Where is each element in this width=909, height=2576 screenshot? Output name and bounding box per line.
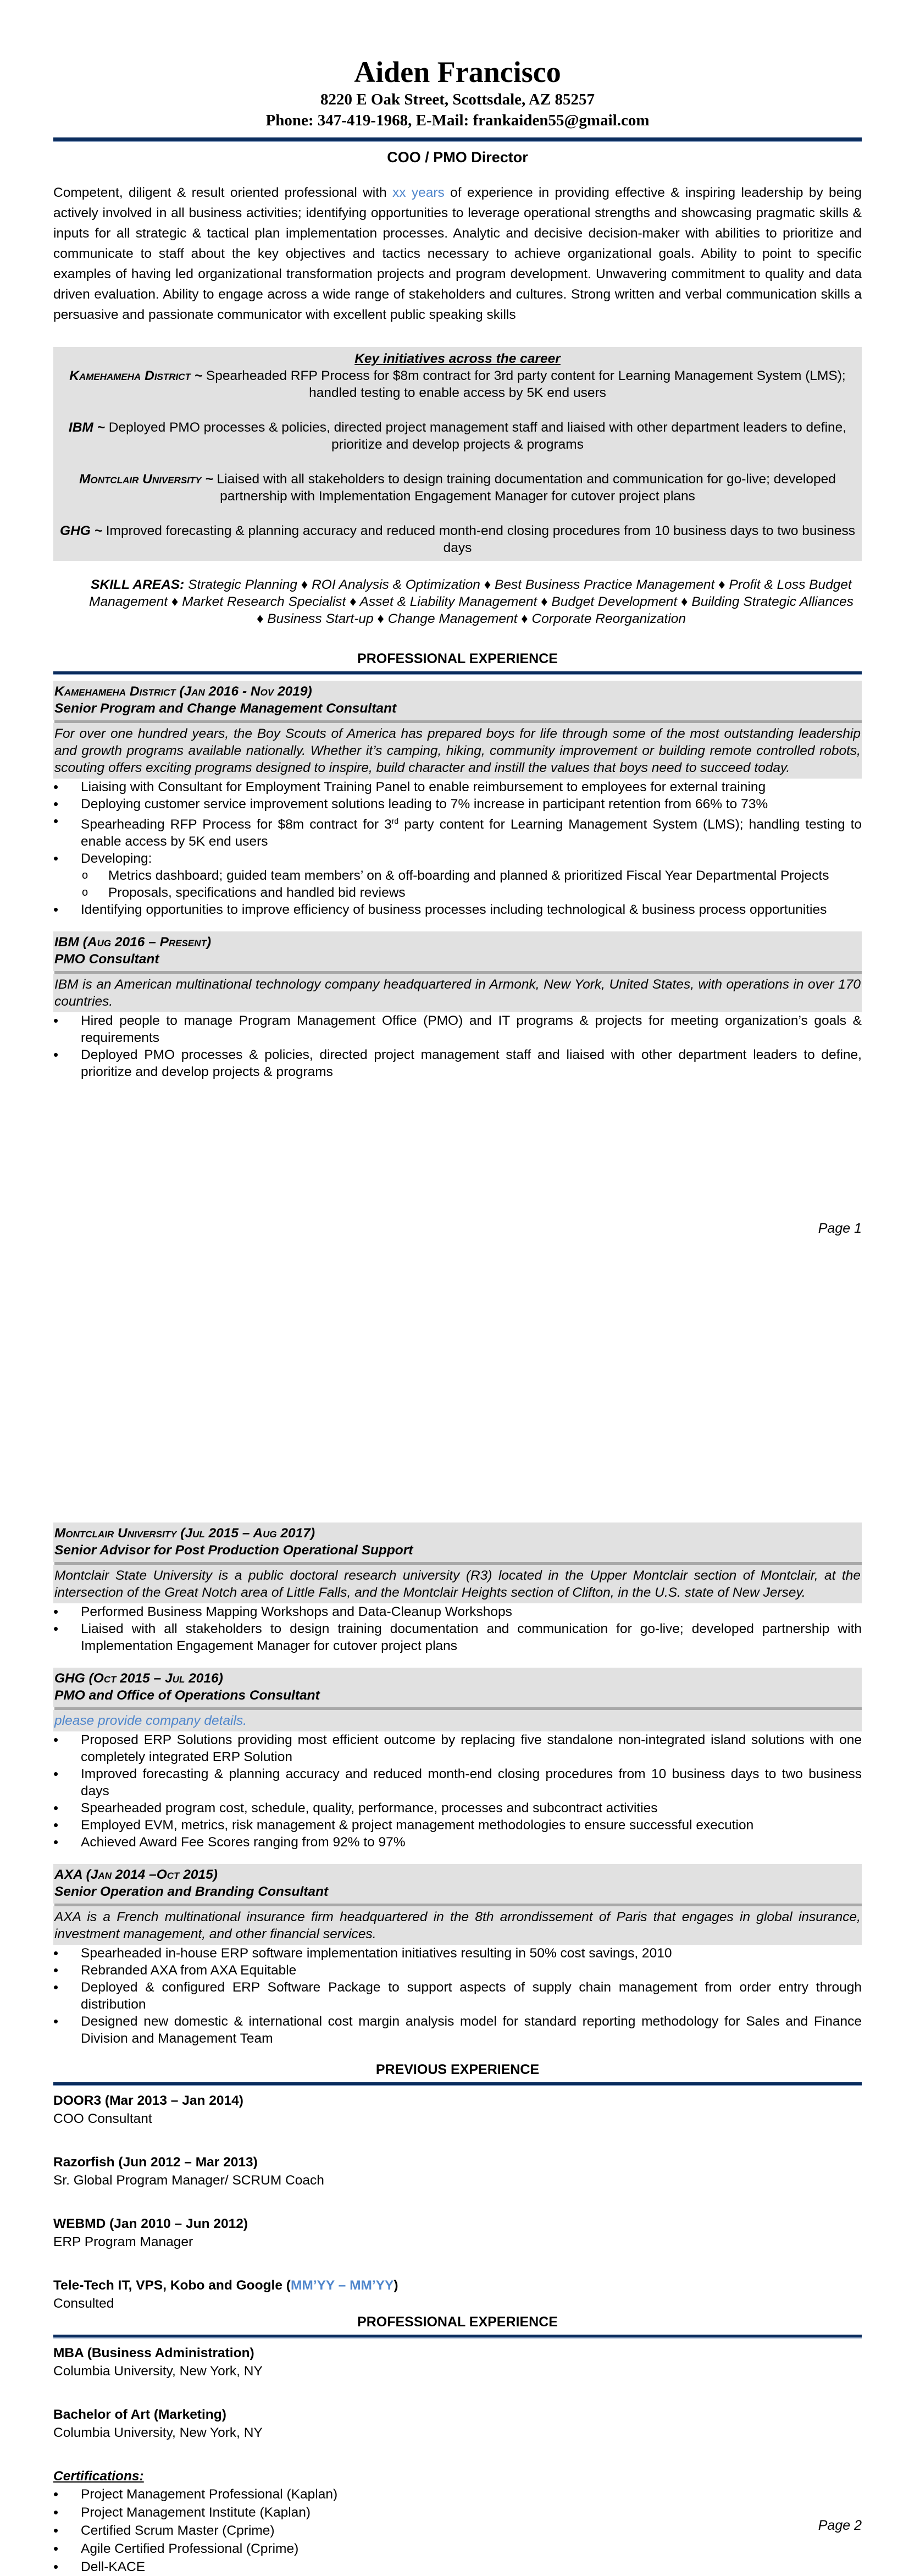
previous-job-role: Consulted <box>53 2296 114 2311</box>
bullet-item: • Improved forecasting & planning accuracy and reduced month-end closing procedures from 10 business days to two business days <box>53 1766 862 1800</box>
previous-job-role: ERP Program Manager <box>53 2235 193 2249</box>
job-header <box>53 1864 862 1904</box>
job-title: Senior Operation and Branding Consultant <box>54 1884 329 1899</box>
skill-areas <box>53 576 862 627</box>
certification-item: • Certified Scrum Master (Cprime) <box>53 2522 862 2540</box>
job-dates: (Aug 2016 – Present) <box>79 935 212 950</box>
job-bullets <box>53 1012 862 1080</box>
bullet-item: • Employed EVM, metrics, risk management & project management methodologies to ensure successful execution <box>53 1817 862 1834</box>
job-dates: (Jan 2016 - Nov 2019) <box>175 684 312 699</box>
education-entry <box>53 2344 862 2380</box>
education-entry <box>53 2406 862 2442</box>
job-dates: (Oct 2015 – Jul 2016) <box>85 1671 223 1686</box>
job-dates: (Jan 2014 –Oct 2015) <box>82 1867 218 1882</box>
school: Columbia University, New York, NY <box>53 2364 263 2379</box>
company-description: For over one hundred years, the Boy Scouts of America has prepared boys for life through some of the most outstanding leadership and growth programs available nationally. Whether it’s camping, hiking, community improvement or building remote controlled robots, scouting offers exciting programs designed to inspire, build character and instill the values that boys need to succeed today. <box>53 723 862 779</box>
previous-job-role: Sr. Global Program Manager/ SCRUM Coach <box>53 2173 324 2188</box>
degree: Bachelor of Art (Marketing) <box>53 2407 226 2422</box>
bullet-item <box>53 850 862 901</box>
job-header <box>53 1668 862 1707</box>
bullet-item: • Rebranded AXA from AXA Equitable <box>53 1962 862 1979</box>
previous-job-title <box>53 2276 862 2294</box>
certification-item: • Agile Certified Professional (Cprime) <box>53 2540 862 2558</box>
section-heading-previous-experience: PREVIOUS EXPERIENCE <box>375 2062 540 2077</box>
header-divider <box>53 137 862 142</box>
bullet-item: • Liaised with all stakeholders to design training documentation and communication for go-live; developed partnership with Implementation Engagement Manager for cutover project plans <box>53 1620 862 1654</box>
section-divider <box>53 2335 862 2338</box>
job-title: PMO and Office of Operations Consultant <box>54 1688 320 1703</box>
section-heading-professional-experience: PROFESSIONAL EXPERIENCE <box>357 651 558 666</box>
summary-text: Competent, diligent & result oriented professional with <box>53 185 393 200</box>
bullet-item: • Identifying opportunities to improve efficiency of business processes including technological & business process opportunities <box>53 901 862 918</box>
bullet-item: • Deploying customer service improvement solutions leading to 7% increase in participant retention from 66% to 73% <box>53 796 862 813</box>
job-company: Montclair University <box>54 1526 177 1541</box>
page-number: Page 2 <box>818 2518 862 2533</box>
job-entry <box>53 1523 862 1654</box>
candidate-name: Aiden Francisco <box>354 56 561 89</box>
job-company: AXA <box>54 1867 82 1882</box>
job-title: Senior Advisor for Post Production Operational Support <box>54 1543 413 1558</box>
previous-job <box>53 2215 862 2251</box>
key-initiatives-title: Key initiatives across the career <box>354 351 561 366</box>
job-entry <box>53 681 862 918</box>
degree: MBA (Business Administration) <box>53 2346 254 2360</box>
bullet-item: • Deployed & configured ERP Software Package to support aspects of supply chain management from order entry through distribution <box>53 1979 862 2013</box>
sub-bullet-item: o Metrics dashboard; guided team members’ on & off-boarding and planned & prioritized Fiscal Year Departmental Projects <box>81 867 862 884</box>
section-divider <box>53 671 862 675</box>
page-2 <box>0 1286 909 2572</box>
job-title: Senior Program and Change Management Consultant <box>54 701 397 716</box>
page-1 <box>0 0 909 1286</box>
job-company: Kamehameha District <box>54 684 176 699</box>
certification-item: • Project Management Institute (Kaplan) <box>53 2503 862 2522</box>
job-dates: (Jul 2015 – Aug 2017) <box>176 1526 315 1541</box>
job-title: PMO Consultant <box>54 952 159 967</box>
skills-label: SKILL AREAS: <box>91 577 185 592</box>
skills-list: Strategic Planning ♦ ROI Analysis & Optimization ♦ Best Business Practice Management ♦ Profit & Loss Budget Management ♦ Market Research Specialist ♦ Asset & Liability Management ♦ Budget Development ♦ Building Strategic Alliances ♦ Business Start-up ♦ Change Management ♦ Corporate Reorganization <box>89 577 853 626</box>
company-description-placeholder: please provide company details. <box>53 1710 862 1731</box>
bullet-item: • Achieved Award Fee Scores ranging from 92% to 97% <box>53 1834 862 1851</box>
initiative-company: IBM ~ <box>68 420 105 435</box>
page-number: Page 1 <box>818 1221 862 1236</box>
summary-paragraph <box>53 183 862 325</box>
job-bullets <box>53 1731 862 1851</box>
sub-bullet-item: o Proposals, specifications and handled bid reviews <box>81 884 862 901</box>
initiative-text: Spearheaded RFP Process for $8m contract for 3rd party content for Learning Management System (LMS); handled testing to enable access by 5K end users <box>202 368 846 400</box>
initiative-company: Kamehameha District ~ <box>69 368 203 383</box>
key-initiative <box>57 419 858 453</box>
bullet-text: Developing: <box>81 851 152 867</box>
job-header <box>53 1523 862 1562</box>
initiative-text: Improved forecasting & planning accuracy and reduced month-end closing procedures from 10 business days to two business days <box>102 523 855 555</box>
previous-job-title: Razorfish (Jun 2012 – Mar 2013) <box>53 2155 258 2170</box>
bullet-item: • Spearheaded program cost, schedule, quality, performance, processes and subcontract activities <box>53 1800 862 1817</box>
job-bullets <box>53 779 862 918</box>
previous-job <box>53 2276 862 2313</box>
job-entry <box>53 931 862 1080</box>
initiative-company: GHG ~ <box>60 523 102 538</box>
bullet-item: • Proposed ERP Solutions providing most efficient outcome by replacing five standalone non-integrated island solutions with one completely integrated ERP Solution <box>53 1731 862 1766</box>
previous-job-paren: ) <box>393 2278 398 2293</box>
previous-job-title: DOOR3 (Mar 2013 – Jan 2014) <box>53 2093 243 2108</box>
job-header <box>53 681 862 720</box>
previous-job-title: WEBMD (Jan 2010 – Jun 2012) <box>53 2216 248 2231</box>
company-description: Montclair State University is a public doctoral research university (R3) located in the Upper Montclair section of Montclair, at the intersection of the Great Notch area of Little Falls, and the Montclair Heights section of Clifton, in the U.S. state of New Jersey. <box>53 1565 862 1603</box>
bullet-item: • Performed Business Mapping Workshops and Data-Cleanup Workshops <box>53 1603 862 1620</box>
certifications-title: Certifications: <box>53 2469 144 2484</box>
bullet-item: • Deployed PMO processes & policies, directed project management staff and liaised with other department leaders to define, prioritize and develop projects & programs <box>53 1046 862 1080</box>
previous-job-name: Tele-Tech IT, VPS, Kobo and Google ( <box>53 2278 291 2293</box>
summary-text: of experience in providing effective & inspiring leadership by being actively involved in all business activities; identifying opportunities to leverage operational strengths and showcasing pragmatic skills & inputs for all strategic & tactical plan implementation processes. Analytic and decisive decision-maker with abilities to prioritize and communicate to staff about the key objectives and tactics necessary to achieve organizational goals. Ability to point to specific examples of having led organizational transformation projects and program development. Unwavering commitment to quality and data driven evaluation. Ability to engage across a wide range of stakeholders and cultures. Strong written and verbal communication skills a persuasive and passionate communicator with excellent public speaking skills <box>53 185 862 322</box>
section-divider <box>53 2082 862 2086</box>
address: 8220 E Oak Street, Scottsdale, AZ 85257 <box>320 91 595 108</box>
key-initiative <box>57 522 858 556</box>
bullet-item: • Hired people to manage Program Management Office (PMO) and IT programs & projects for meeting organization’s goals & requirements <box>53 1012 862 1046</box>
headline: COO / PMO Director <box>387 149 528 166</box>
job-bullets <box>53 1945 862 2047</box>
initiative-text: Liaised with all stakeholders to design training documentation and communication for go-live; developed partnership with Implementation Engagement Manager for cutover project plans <box>213 472 836 504</box>
date-placeholder: MM’YY – MM’YY <box>290 2278 394 2293</box>
certification-item: • Dell-KACE <box>53 2558 862 2576</box>
school: Columbia University, New York, NY <box>53 2425 263 2440</box>
bullet-item: • Designed new domestic & international cost margin analysis model for standard reporting methodology for Sales and Finance Division and Management Team <box>53 2013 862 2047</box>
previous-job-role: COO Consultant <box>53 2111 152 2126</box>
job-company: IBM <box>54 935 79 950</box>
job-bullets <box>53 1603 862 1654</box>
job-header <box>53 931 862 971</box>
bullet-item: • Liaising with Consultant for Employment Training Panel to enable reimbursement to employees for external training <box>53 779 862 796</box>
contact-info: Phone: 347-419-1968, E-Mail: frankaiden55@gmail.com <box>265 112 650 129</box>
previous-job <box>53 2092 862 2128</box>
certification-item: • Project Management Professional (Kaplan) <box>53 2485 862 2503</box>
initiative-text: Deployed PMO processes & policies, directed project management staff and liaised with other department leaders to define, prioritize and develop projects & programs <box>104 420 847 452</box>
bullet-item: • Spearheading RFP Process for $8m contract for 3rd party content for Learning Management System (LMS); handling testing to enable access by 5K end users <box>53 813 862 850</box>
previous-job <box>53 2153 862 2189</box>
key-initiatives-box <box>53 347 862 561</box>
company-description: IBM is an American multinational technology company headquartered in Armonk, New York, United States, with operations in over 170 countries. <box>53 974 862 1012</box>
initiative-company: Montclair University ~ <box>79 472 213 487</box>
company-description: AXA is a French multinational insurance firm headquartered in the 8th arrondissement of Paris that engages in global insurance, investment management, and other financial services. <box>53 1906 862 1945</box>
bullet-item: • Spearheaded in-house ERP software implementation initiatives resulting in 50% cost savings, 2010 <box>53 1945 862 1962</box>
sub-bullets <box>81 867 862 901</box>
job-company: GHG <box>54 1671 85 1686</box>
certifications-list <box>53 2485 862 2576</box>
years-placeholder: xx years <box>392 185 445 200</box>
key-initiative <box>57 471 858 505</box>
key-initiative <box>57 367 858 401</box>
job-entry <box>53 1864 862 2047</box>
job-entry <box>53 1668 862 1851</box>
section-heading-education: PROFESSIONAL EXPERIENCE <box>357 2314 558 2330</box>
